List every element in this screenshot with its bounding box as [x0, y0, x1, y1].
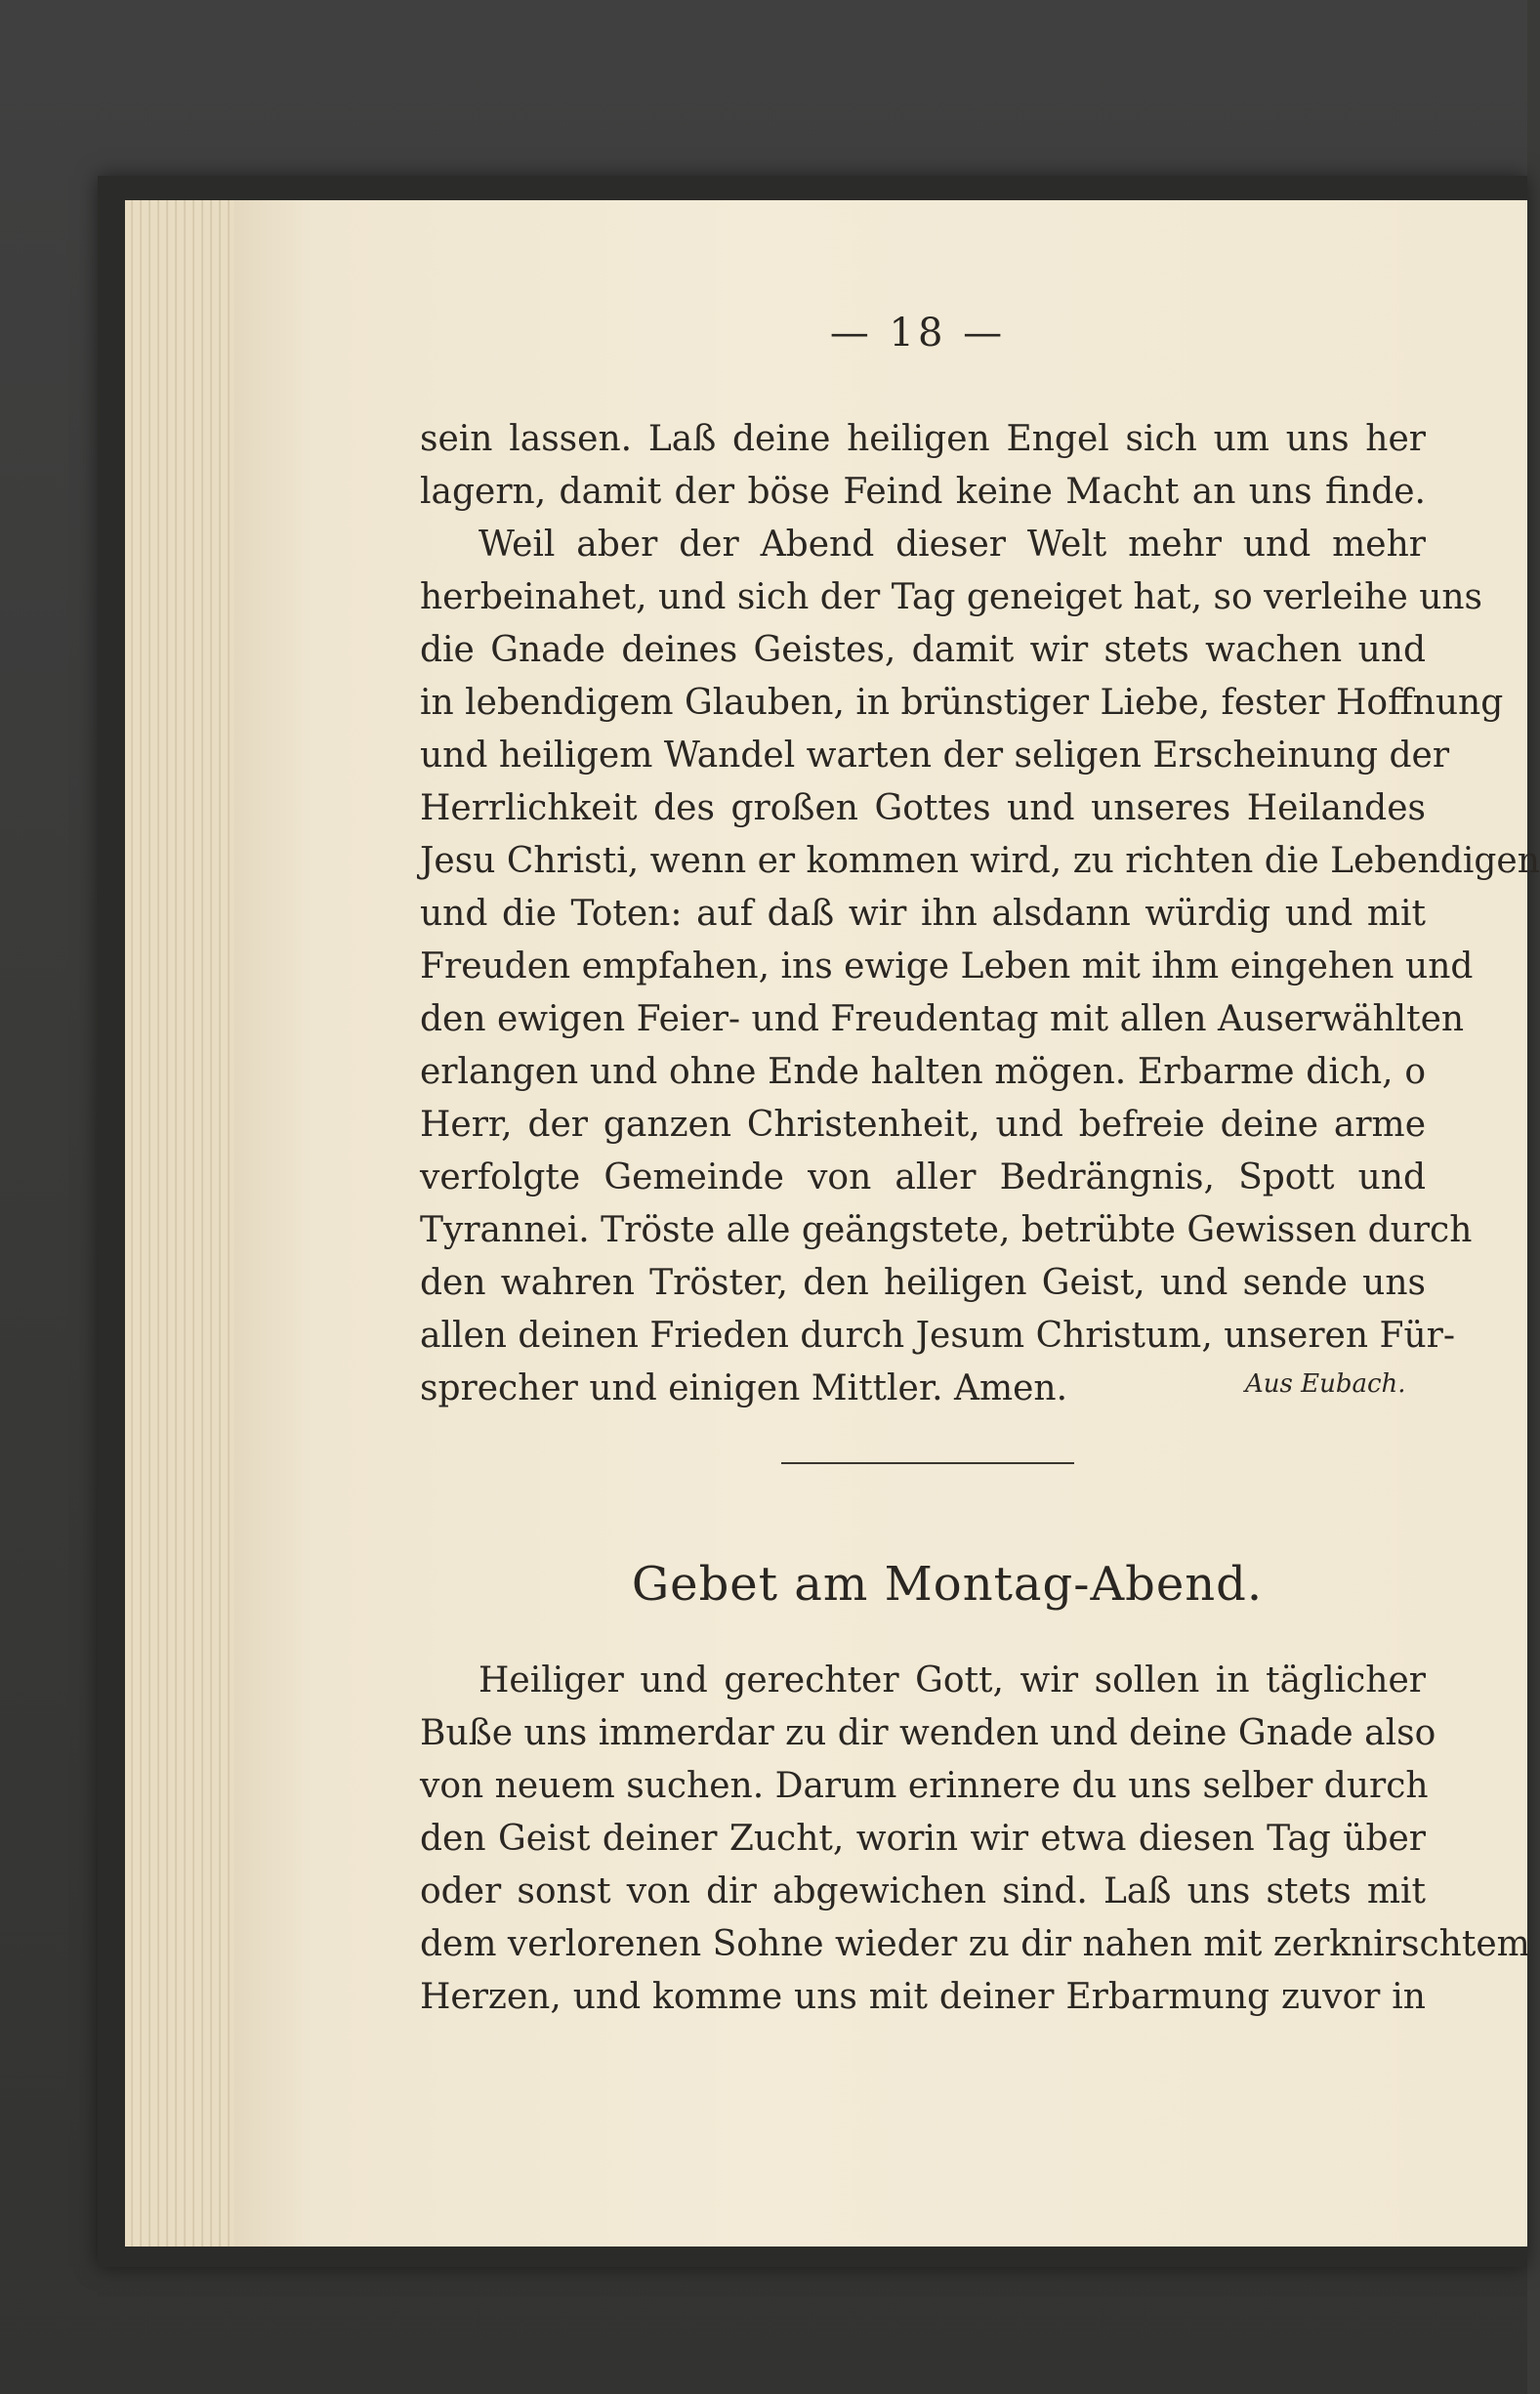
text-line: Tyrannei. Tröste alle geängstete, betrübte Gewissen durch: [420, 1210, 1473, 1250]
text-line: Heiliger und gerechter Gott, wir sollen in täglicher: [479, 1660, 1426, 1701]
text-line: den ewigen Feier- und Freudentag mit allen Auserwählten: [420, 999, 1465, 1039]
text-line: Herzen, und komme uns mit deiner Erbarmung zuvor in: [420, 1977, 1426, 2017]
page-number: — 18 —: [829, 311, 1007, 356]
section-divider: [781, 1462, 1074, 1464]
text-line: und die Toten: auf daß wir ihn alsdann würdig und mit: [420, 894, 1426, 934]
text-line: den Geist deiner Zucht, worin wir etwa diesen Tag über: [420, 1819, 1426, 1859]
text-line: lagern, damit der böse Feind keine Macht an uns finde.: [420, 472, 1426, 512]
text-line: herbeinahet, und sich der Tag geneiget hat, so verleihe uns: [420, 577, 1483, 617]
text-line: erlangen und ohne Ende halten mögen. Erbarme dich, o: [420, 1052, 1426, 1092]
text-line: den wahren Tröster, den heiligen Geist, und sende uns: [420, 1263, 1426, 1303]
text-line: sein lassen. Laß deine heiligen Engel sich um uns her: [420, 419, 1426, 459]
text-line: Herrlichkeit des großen Gottes und unseres Heilandes: [420, 788, 1426, 828]
text-line: verfolgte Gemeinde von aller Bedrängnis, Spott und: [420, 1157, 1426, 1197]
text-line: und heiligem Wandel warten der seligen Erscheinung der: [420, 735, 1450, 776]
section-heading: Gebet am Montag-Abend.: [631, 1557, 1264, 1612]
text-line: von neuem suchen. Darum erinnere du uns selber durch: [420, 1766, 1429, 1806]
text-line: Jesu Christi, wenn er kommen wird, zu richten die Lebendigen: [420, 841, 1540, 881]
text-line: in lebendigem Glauben, in brünstiger Liebe, fester Hoffnung: [420, 683, 1504, 723]
text-line: allen deinen Frieden durch Jesum Christum, unseren Für-: [420, 1316, 1456, 1356]
source-attribution: Aus Eubach.: [1245, 1369, 1406, 1399]
text-line: Weil aber der Abend dieser Welt mehr und mehr: [479, 525, 1426, 565]
text-line: Freuden empfahen, ins ewige Leben mit ihm eingehen und: [420, 946, 1474, 987]
text-line: Buße uns immerdar zu dir wenden und deine Gnade also: [420, 1713, 1436, 1753]
text-line: die Gnade deines Geistes, damit wir stets wachen und: [420, 630, 1426, 670]
text-line: dem verlorenen Sohne wieder zu dir nahen mit zerknirschtem: [420, 1924, 1530, 1964]
text-line-last: sprecher und einigen Mittler. Amen.: [420, 1368, 1068, 1408]
text-line: oder sonst von dir abgewichen sind. Laß uns stets mit: [420, 1871, 1426, 1911]
text-line: Herr, der ganzen Christenheit, und befreie deine arme: [420, 1105, 1426, 1145]
